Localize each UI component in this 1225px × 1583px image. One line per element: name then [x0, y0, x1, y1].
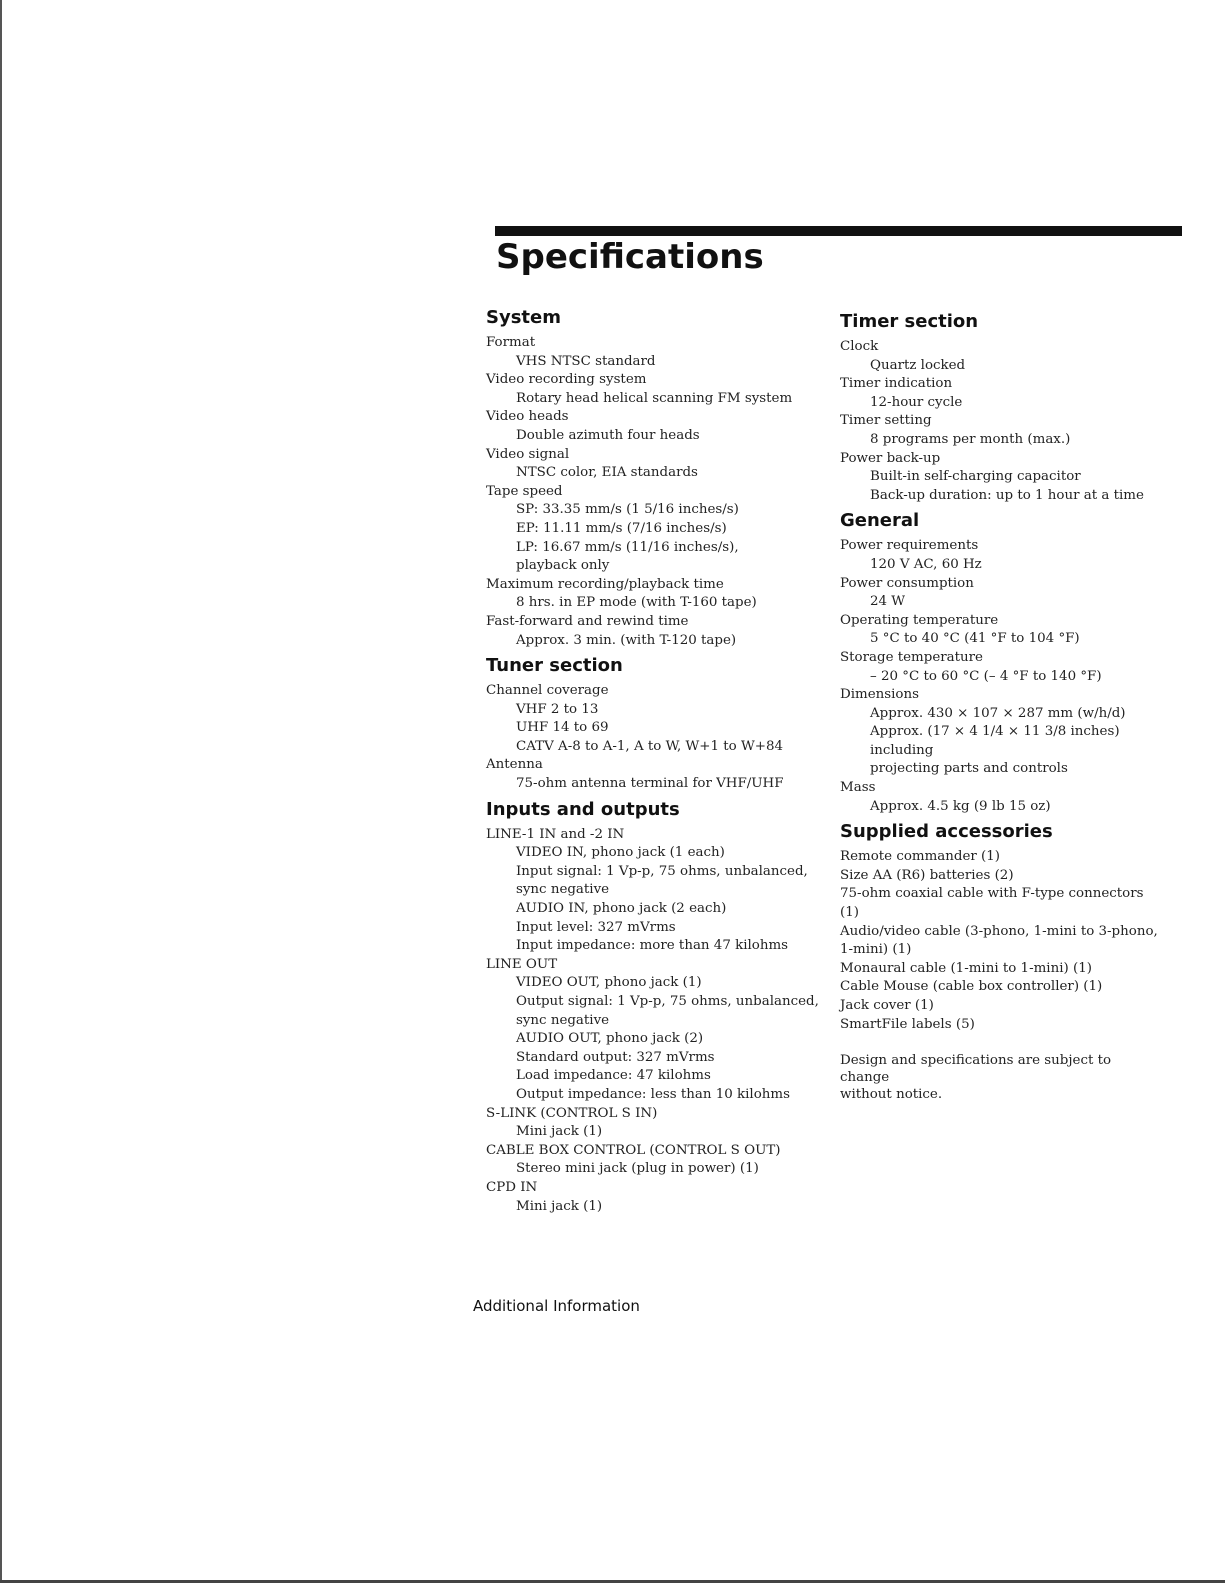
spec-value: Back-up duration: up to 1 hour at a time: [870, 487, 1144, 503]
spec-label: Clock: [840, 339, 879, 354]
spec-value: LP: 16.67 mm/s (11/16 inches/s),: [516, 539, 739, 555]
accessory-item: 75-ohm coaxial cable with F-type connectors (1): [840, 886, 1144, 921]
general-section: [840, 509, 1160, 816]
accessories-heading: Supplied accessories: [840, 821, 1053, 843]
accessory-item: Audio/video cable (3-phono, 1-mini to 3-phono,: [840, 923, 1158, 939]
spec-value: 5 °C to 40 °C (41 °F to 104 °F): [870, 631, 1080, 647]
spec-value: UHF 14 to 69: [516, 720, 609, 736]
spec-value: Input level: 327 mVrms: [516, 919, 676, 935]
spec-value: 8 programs per month (max.): [870, 431, 1071, 447]
spec-label: Fast-forward and rewind time: [486, 613, 689, 629]
change-notice: [840, 1052, 1160, 1103]
spec-label: Video recording system: [486, 372, 647, 388]
timer-section: [840, 310, 1160, 505]
spec-value: 75-ohm antenna terminal for VHF/UHF: [516, 776, 784, 792]
io-rows: [486, 826, 826, 1216]
spec-value: VIDEO IN, phono jack (1 each): [516, 845, 725, 861]
spec-label: Tape speed: [486, 483, 563, 499]
spec-value: VHF 2 to 13: [516, 701, 599, 717]
accessory-item: Size AA (R6) batteries (2): [840, 867, 1014, 883]
spec-label: LINE OUT: [486, 956, 558, 972]
tuner-heading: Tuner section: [486, 655, 623, 677]
spec-value: Rotary head helical scanning FM system: [516, 390, 793, 406]
notice-line: without notice.: [840, 1087, 943, 1103]
spec-value: SP: 33.35 mm/s (1 5/16 inches/s): [516, 502, 739, 518]
spec-value: EP: 11.11 mm/s (7/16 inches/s): [516, 520, 727, 536]
accessory-item: Remote commander (1): [840, 849, 1001, 865]
spec-value: sync negative: [516, 882, 610, 898]
spec-label: Format: [486, 335, 536, 350]
general-rows: [840, 537, 1160, 816]
spec-value: Built-in self-charging capacitor: [870, 469, 1081, 485]
general-heading: General: [840, 510, 920, 532]
spec-label: Timer indication: [840, 376, 953, 392]
io-section: [486, 798, 826, 1216]
accessory-item: SmartFile labels (5): [840, 1016, 975, 1032]
notice-line: Design and specifications are subject to change: [840, 1053, 1112, 1086]
spec-label: Dimensions: [840, 687, 919, 703]
spec-value: Approx. 430 × 107 × 287 mm (w/h/d): [870, 705, 1126, 721]
spec-value: Input impedance: more than 47 kilohms: [516, 938, 789, 954]
spec-label: Timer setting: [840, 413, 932, 429]
tuner-rows: [486, 682, 826, 794]
spec-value: NTSC color, EIA standards: [516, 465, 698, 481]
accessory-item: 1-mini) (1): [840, 942, 912, 958]
timer-rows: [840, 338, 1160, 505]
spec-label: Power consumption: [840, 575, 974, 591]
timer-heading: Timer section: [840, 311, 979, 332]
spec-value: Approx. 3 min. (with T-120 tape): [516, 632, 737, 648]
scan-edge-left: [0, 0, 2, 1583]
spec-label: Maximum recording/playback time: [486, 576, 724, 592]
system-heading: System: [486, 307, 561, 328]
spec-label: Storage temperature: [840, 649, 983, 665]
spec-value: Mini jack (1): [516, 1198, 603, 1214]
spec-label: Channel coverage: [486, 683, 609, 699]
spec-value: 8 hrs. in EP mode (with T-160 tape): [516, 595, 757, 611]
accessory-item: Monaural cable (1-mini to 1-mini) (1): [840, 960, 1092, 976]
accessory-item: Cable Mouse (cable box controller) (1): [840, 979, 1103, 995]
system-rows: [486, 334, 826, 650]
spec-value: AUDIO IN, phono jack (2 each): [516, 901, 727, 917]
page-footer: Additional Information: [473, 1297, 640, 1315]
spec-value: playback only: [516, 558, 610, 574]
spec-value: Mini jack (1): [516, 1124, 603, 1140]
spec-label: Video heads: [486, 409, 569, 425]
spec-value: Quartz locked: [870, 357, 966, 373]
page-title: Specifications: [496, 237, 764, 277]
spec-label: S-LINK (CONTROL S IN): [486, 1105, 658, 1121]
spec-value: VIDEO OUT, phono jack (1): [516, 975, 702, 991]
spec-value: – 20 °C to 60 °C (– 4 °F to 140 °F): [870, 668, 1102, 684]
spec-label: Power requirements: [840, 538, 979, 554]
spec-label: Video signal: [486, 446, 570, 462]
spec-value: Double azimuth four heads: [516, 427, 700, 443]
accessory-item: Jack cover (1): [840, 998, 934, 1013]
spec-value: projecting parts and controls: [870, 761, 1068, 777]
spec-label: Mass: [840, 780, 876, 796]
spec-label: Operating temperature: [840, 612, 999, 628]
tuner-section: [486, 654, 826, 794]
spec-label: Antenna: [486, 757, 543, 773]
spec-value: 12-hour cycle: [870, 394, 963, 410]
spec-value: 24 W: [870, 594, 906, 610]
spec-value: 120 V AC, 60 Hz: [870, 556, 982, 572]
spec-value: CATV A-8 to A-1, A to W, W+1 to W+84: [516, 738, 783, 754]
system-section: [486, 306, 826, 650]
spec-value: Load impedance: 47 kilohms: [516, 1068, 711, 1084]
spec-label: Power back-up: [840, 450, 941, 466]
right-column: [840, 306, 1160, 1103]
spec-label: CPD IN: [486, 1179, 538, 1195]
spec-value: AUDIO OUT, phono jack (2): [516, 1031, 704, 1047]
spec-value: Stereo mini jack (plug in power) (1): [516, 1161, 759, 1177]
spec-value: Input signal: 1 Vp-p, 75 ohms, unbalanced,: [516, 863, 808, 879]
accessories-section: [840, 820, 1160, 1103]
left-column: [486, 302, 826, 1216]
io-heading: Inputs and outputs: [486, 798, 680, 820]
spec-value: sync negative: [516, 1012, 610, 1028]
spec-value: Output signal: 1 Vp-p, 75 ohms, unbalanced,: [516, 994, 819, 1009]
spec-value: Output impedance: less than 10 kilohms: [516, 1086, 790, 1102]
spec-value: Approx. (17 × 4 1/4 × 11 3/8 inches) including: [870, 724, 1120, 758]
spec-value: Approx. 4.5 kg (9 lb 15 oz): [870, 798, 1051, 814]
spec-value: VHS NTSC standard: [516, 353, 656, 369]
spec-value: Standard output: 327 mVrms: [516, 1049, 715, 1065]
spec-label: CABLE BOX CONTROL (CONTROL S OUT): [486, 1142, 781, 1158]
title-rule: [495, 226, 1182, 236]
spec-label: LINE-1 IN and -2 IN: [486, 826, 625, 842]
